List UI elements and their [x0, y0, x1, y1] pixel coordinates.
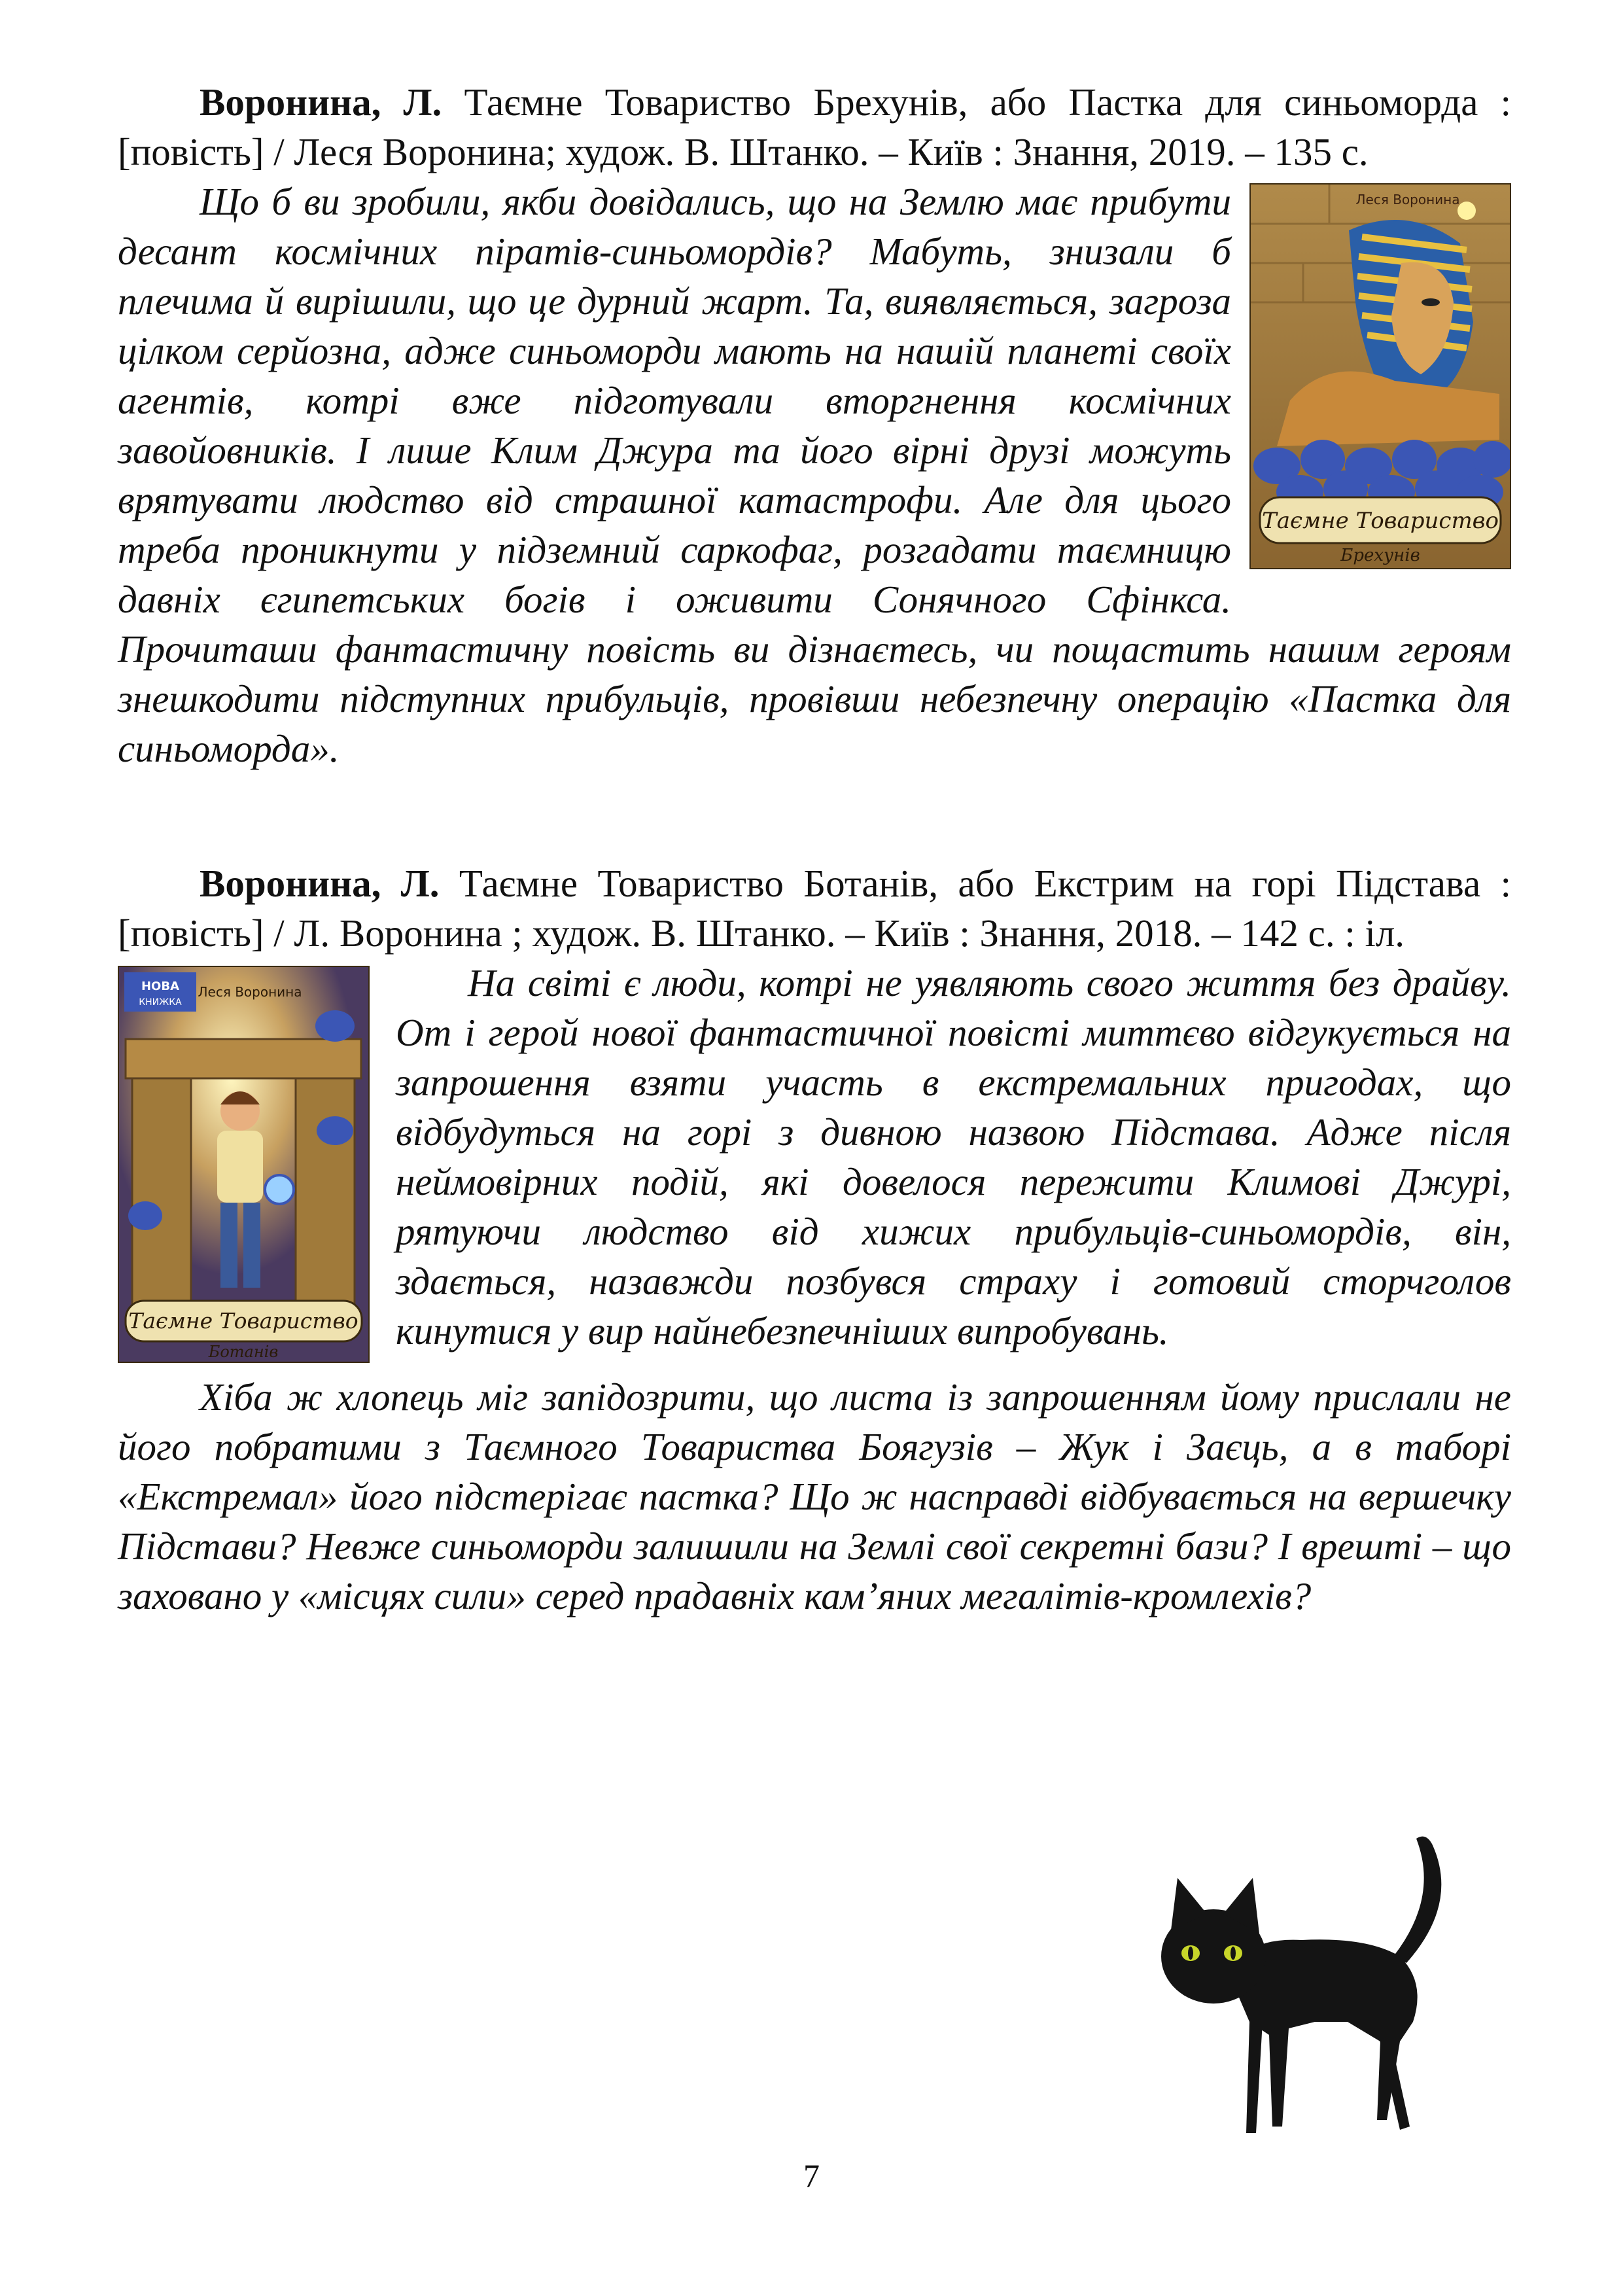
- bibliography-entry-2: [118, 858, 1511, 958]
- annotation-entry-1: Що б ви зробили, якби довідались, що на Землю має прибути десант космічних піратів-синьомордів? Мабуть, знизали б плечима й вирішили, що це дурний жарт. Та, виявляється, загроза цілком серйозна, адже синьоморди мають на нашій планеті своїх агентів, котрі вже підготували вторгнення космічних завойовників. І лише Клим Джура та його вірні друзі можуть врятувати людство від страшної катастрофи. Але для цього треба проникнути у підземний саркофаг, розгадати таємницю давніх єгипетських богів і оживити Сонячного Сфінкса. Прочиташи фантастичну повість ви дізнаєтесь, чи пощастить нашим героям знешкодити підступних прибульців, провівши небезпечну операцію «Пастка для синьоморда».: [118, 180, 1511, 770]
- annotation-entry-2-part-2: Хіба ж хлопець міг запідозрити, що листа із запрошенням йому прислали не його побратими з Таємного Товариства Боягузів – Жук і Заєць, а в таборі «Екстремал» його підстерігає пастка? Що ж насправді відбувається на вершечку Підстави? Невже синьоморди залишили на Землі свої секретні бази? І врешті – що заховано у «місцях сили» серед прадавніх кам’яних мегалітів-кромлехів?: [118, 1375, 1511, 1617]
- cover-2-author: Леся Воронина: [198, 984, 302, 1000]
- page-number: 7: [803, 2157, 820, 2194]
- cover-1-subtitle: Брехунів: [1340, 546, 1420, 565]
- book-cover-botaniv-illustration: [119, 967, 368, 1362]
- cover-2-badge-line1: НОВА: [141, 980, 180, 993]
- black-cat-illustration: [1151, 1826, 1465, 2172]
- cover-2-title: Таємне Товариство: [128, 1308, 358, 1333]
- cover-2-subtitle: Ботанів: [208, 1343, 279, 1361]
- book-cover-brekhuniv: [1249, 183, 1511, 569]
- cover-1-author: Леся Воронина: [1355, 192, 1460, 207]
- cover-1-title: Таємне Товариство: [1262, 508, 1499, 534]
- book-cover-botaniv: [118, 966, 370, 1363]
- entry-2-bibliography: Таємне Товариство Ботанів, або Екстрим на горі Підстава : [повість] / Л. Воронина ; худож. В. Штанко. – Київ : Знання, 2018. – 142 с. : іл.: [118, 862, 1511, 955]
- document-page: [118, 77, 1511, 1621]
- entry-1-bibliography: Таємне Товариство Брехунів, або Пастка для синьоморда : [повість] / Леся Воронина; худож. В. Штанко. – Київ : Знання, 2019. – 135 с.: [118, 80, 1511, 173]
- entry-2-author: Воронина, Л.: [200, 862, 440, 905]
- book-cover-brekhuniv-illustration: [1251, 185, 1510, 568]
- cover-2-badge-line2: КНИЖКА: [139, 997, 182, 1008]
- annotation-entry-2-part-1: На світі є люди, котрі не уявляють свого життя без драйву. От і герой нової фантастичної повісті миттєво відгукується на запрошення взяти участь в екстремальних пригодах, що відбудуться на горі з дивною назвою Підстава. Адже після неймовірних подій, які довелося пережити Климові Джурі, рятуючи людство від хижих прибульців-синьомордів, він, здається, назавжди позбувся страху і готовий сторчголов кинутися у вир найнебезпечніших випробувань.: [396, 961, 1511, 1352]
- entry-1-author: Воронина, Л.: [200, 80, 442, 124]
- bibliography-entry-1: [118, 77, 1511, 177]
